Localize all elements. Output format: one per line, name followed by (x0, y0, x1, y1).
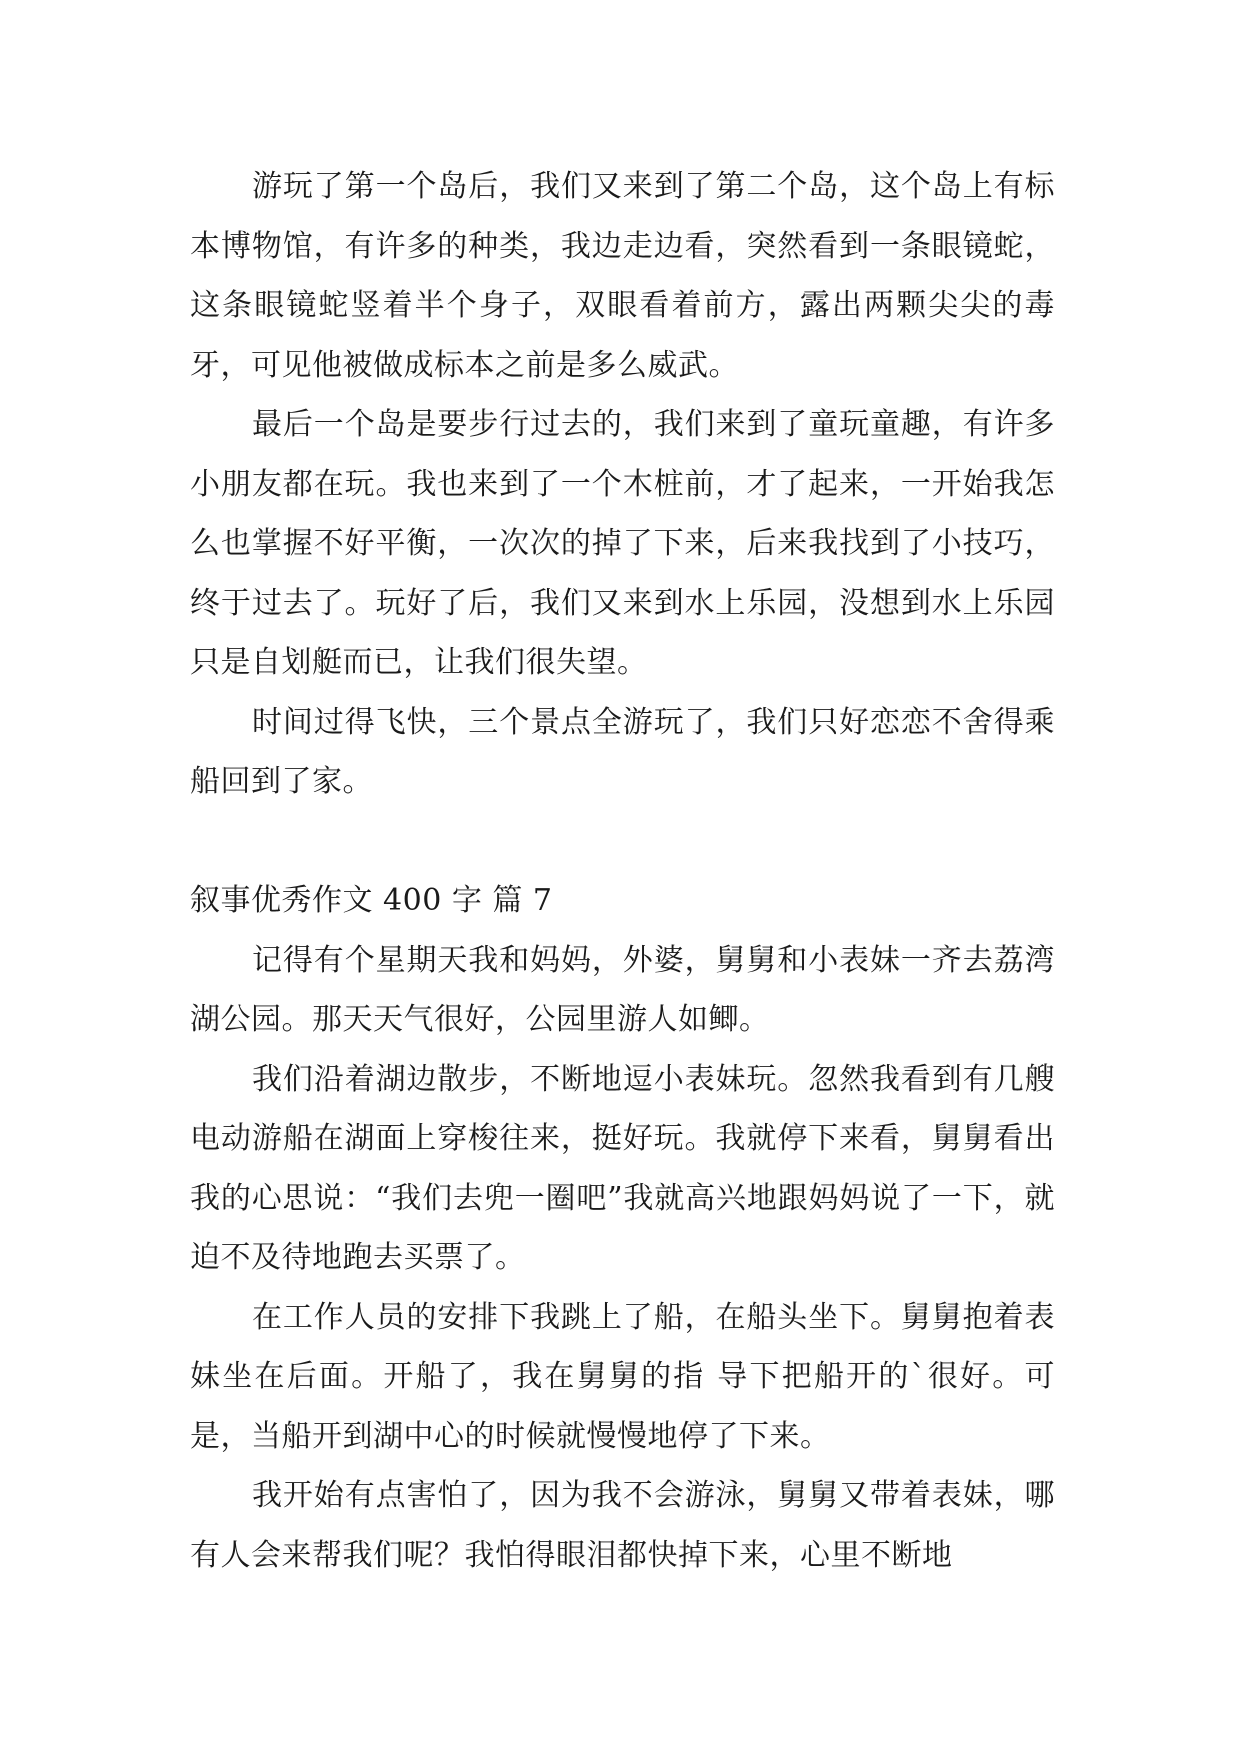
paragraph: 记得有个星期天我和妈妈，外婆，舅舅和小表妹一齐去荔湾湖公园。那天天气很好，公园里游人如鲫。 (190, 942, 1055, 1037)
paragraph: 时间过得飞快，三个景点全游玩了，我们只好恋恋不舍得乘船回到了家。 (190, 704, 1055, 799)
paragraph: 我开始有点害怕了，因为我不会游泳，舅舅又带着表妹，哪有人会来帮我们呢？我怕得眼泪都快掉下来，心里不断地 (190, 1478, 1055, 1573)
paragraph: 在工作人员的安排下我跳上了船，在船头坐下。舅舅抱着表妹坐在后面。开船了，我在舅舅的指 导下把船开的`很好。可是，当船开到湖中心的时候就慢慢地停了下来。 (190, 1299, 1055, 1454)
paragraph: 最后一个岛是要步行过去的，我们来到了童玩童趣，有许多小朋友都在玩。我也来到了一个木桩前，才了起来，一开始我怎么也掌握不好平衡，一次次的掉了下来，后来我找到了小技巧，终于过去了。玩好了后，我们又来到水上乐园，没想到水上乐园只是自划艇而已，让我们很失望。 (190, 407, 1055, 680)
section-heading: 叙事优秀作文 400 字 篇 7 (190, 883, 553, 918)
document-body (190, 157, 1055, 1585)
paragraph: 游玩了第一个岛后，我们又来到了第二个岛，这个岛上有标本博物馆，有许多的种类，我边走边看，突然看到一条眼镜蛇，这条眼镜蛇竖着半个身子，双眼看着前方，露出两颗尖尖的毒牙，可见他被做成标本之前是多么威武。 (190, 169, 1055, 383)
section-spacer (190, 812, 1055, 872)
paragraph: 我们沿着湖边散步，不断地逗小表妹玩。忽然我看到有几艘电动游船在湖面上穿梭往来，挺好玩。我就停下来看，舅舅看出我的心思说：“我们去兜一圈吧”我就高兴地跟妈妈说了一下，就迫不及待地跑去买票了。 (190, 1061, 1055, 1275)
